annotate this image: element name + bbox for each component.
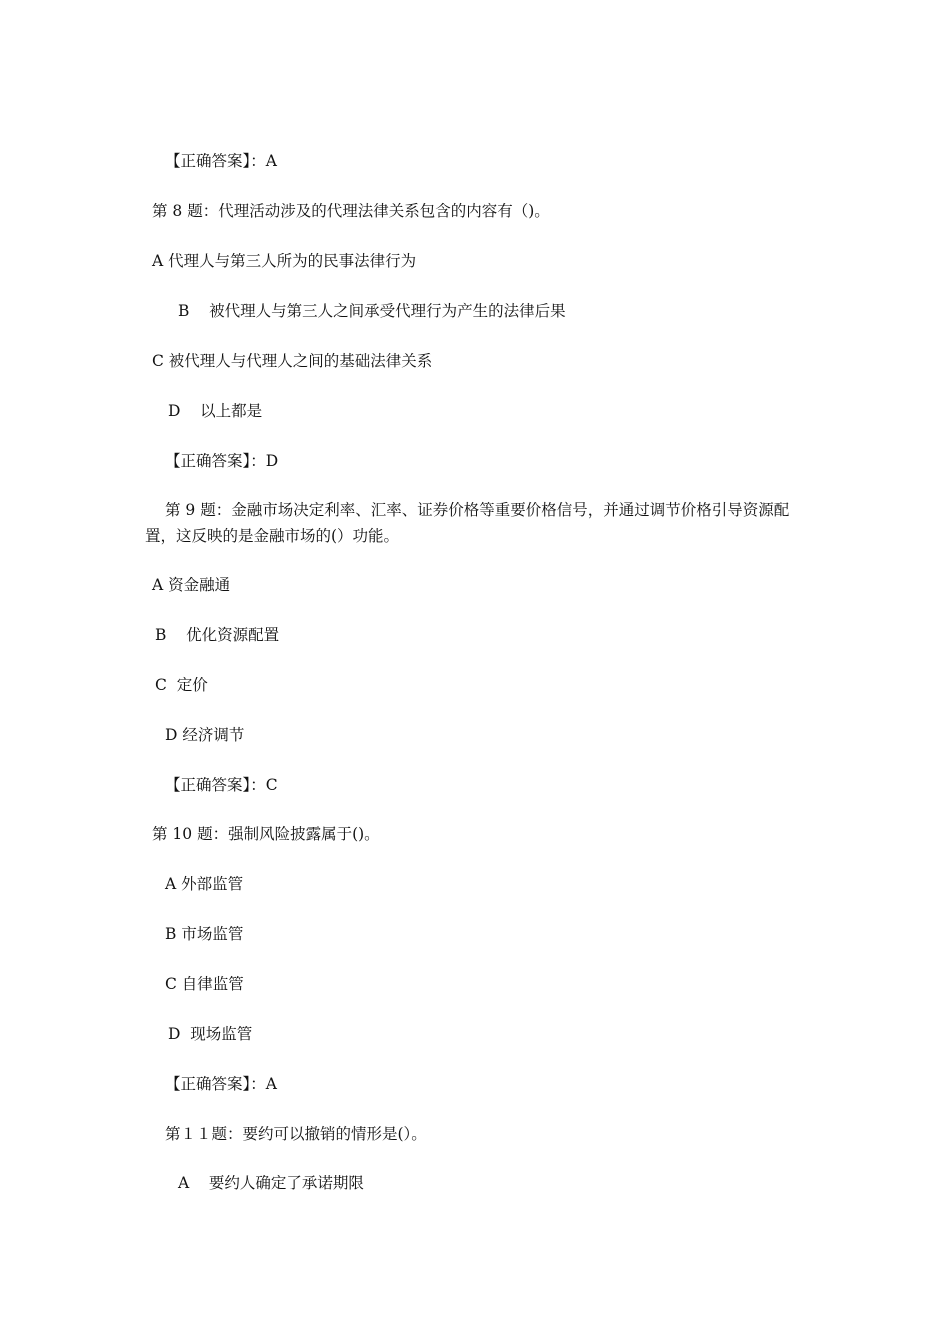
option-b: B 被代理人与第三人之间承受代理行为产生的法律后果 [178, 302, 566, 320]
option-b: B 优化资源配置 [155, 626, 280, 644]
option-b: B 市场监管 [165, 925, 244, 943]
answer-line: 【正确答案】：A [165, 1075, 277, 1093]
question-11: 第１１题：要约可以撤销的情形是(）。 [165, 1125, 427, 1143]
option-a: A 代理人与第三人所为的民事法律行为 [152, 252, 417, 270]
question-10: 第 10 题：强制风险披露属于()。 [152, 825, 380, 843]
option-d: D 现场监管 [168, 1025, 253, 1043]
option-c: C 自律监管 [165, 975, 244, 993]
question-9: 第 9 题：金融市场决定利率、汇率、证券价格等重要价格信号，并通过调节价格引导资源配置，这反映的是金融市场的(）功能。 [145, 501, 790, 545]
option-c: C 被代理人与代理人之间的基础法律关系 [152, 352, 433, 370]
option-c: C 定价 [155, 676, 208, 694]
option-a: A 资金融通 [152, 576, 231, 594]
answer-line: 【正确答案】：A [165, 152, 277, 170]
answer-line: 【正确答案】：D [165, 452, 279, 470]
option-a: A 外部监管 [165, 875, 244, 893]
option-a: A 要约人确定了承诺期限 [178, 1174, 364, 1192]
answer-line: 【正确答案】：C [165, 776, 278, 794]
option-d: D 经济调节 [165, 726, 245, 744]
question-8: 第 8 题：代理活动涉及的代理法律关系包含的内容有（)。 [152, 202, 550, 220]
option-d: D 以上都是 [168, 402, 263, 420]
